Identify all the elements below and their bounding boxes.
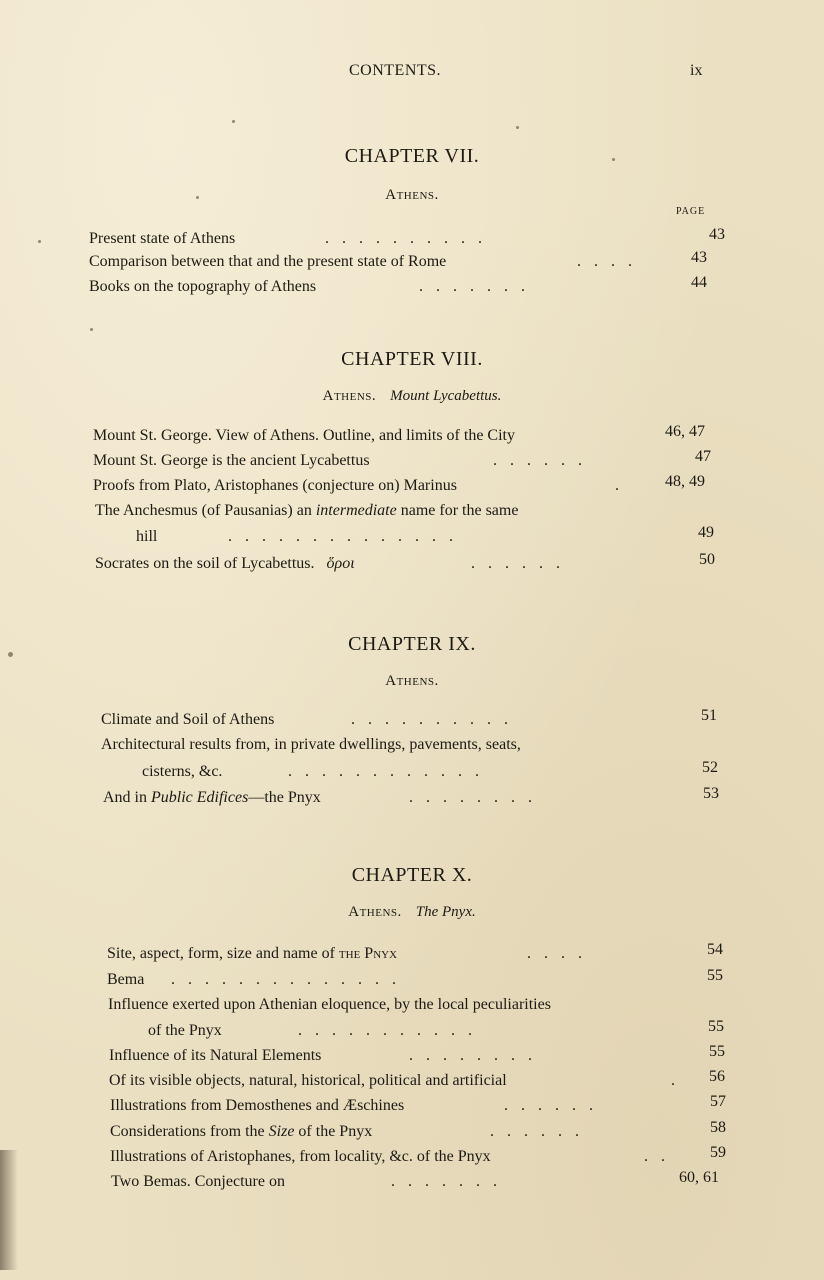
entry-text: Climate and Soil of Athens: [101, 711, 275, 728]
entry-text: Influence of its Natural Elements: [109, 1047, 322, 1064]
toc-entry-continuation: hill .............. 49: [136, 524, 714, 545]
toc-entry: Two Bemas. Conjecture on ....... 60, 61: [111, 1169, 719, 1190]
toc-entry: Proofs from Plato, Aristophanes (conjecture on) Marinus . 48, 49: [93, 473, 705, 494]
chapter-title: CHAPTER VII.: [344, 145, 480, 167]
toc-entry: [95, 501, 518, 521]
entry-text: of the Pnyx: [148, 1022, 222, 1039]
entry-page: 48, 49: [665, 473, 705, 490]
entry-page: 44: [691, 274, 707, 291]
running-head: [0, 62, 824, 84]
toc-entry: And in Public Edifices—the Pnyx ........ 53: [103, 785, 719, 806]
page-edge-shadow: [0, 1150, 18, 1270]
chapter-title: CHAPTER VIII.: [341, 348, 483, 370]
entry-page: 51: [701, 707, 717, 724]
entry-text: Illustrations of Aristophanes, from locality, &c. of the Pnyx: [110, 1148, 491, 1165]
chapter-title: CHAPTER IX.: [348, 633, 476, 655]
entry-text: Proofs from Plato, Aristophanes (conjecture on) Marinus: [93, 477, 457, 494]
chapter-subject-italic: Mount Lycabettus.: [390, 388, 502, 404]
chapter-subject-main: Athens.: [322, 388, 377, 404]
toc-entry: Illustrations from Demosthenes and Æschines ...... 57: [110, 1093, 726, 1114]
toc-entry: Comparison between that and the present state of Rome .... 43: [89, 249, 707, 270]
entry-text: Mount St. George. View of Athens. Outline, and limits of the City: [93, 427, 515, 444]
entry-page: 55: [707, 967, 723, 984]
chapter-subject-italic: The Pnyx.: [415, 904, 476, 920]
entry-page: 43: [691, 249, 707, 266]
entry-page: 58: [710, 1119, 726, 1136]
entry-text: Architectural results from, in private dwellings, pavements, seats,: [101, 736, 521, 753]
entry-page: 52: [702, 759, 718, 776]
toc-entry: Mount St. George is the ancient Lycabettus ...... 47: [93, 448, 711, 469]
entry-page: 46, 47: [665, 423, 705, 440]
chapter-subject: [0, 388, 824, 405]
entry-page: 54: [707, 941, 723, 958]
entry-text: hill: [136, 528, 158, 545]
entry-page: 49: [698, 524, 714, 541]
running-title: CONTENTS.: [349, 62, 442, 79]
toc-entry: Climate and Soil of Athens .......... 51: [101, 707, 717, 728]
toc-entry: Influence of its Natural Elements ........ 55: [109, 1043, 725, 1064]
entry-greek: ὅροι: [326, 555, 355, 572]
chapter-subject: [0, 673, 824, 690]
chapter-subject: [0, 187, 824, 204]
paper-speck: [232, 120, 235, 123]
entry-text: Illustrations from Demosthenes and Æschines: [110, 1097, 405, 1114]
entry-text: Considerations from the Size of the Pnyx: [110, 1123, 373, 1140]
entry-page: 60, 61: [679, 1169, 719, 1186]
toc-entry: Considerations from the Size of the Pnyx ...... 58: [110, 1119, 726, 1140]
entry-page: 53: [703, 785, 719, 802]
paper-speck: [516, 126, 519, 129]
entry-text: Comparison between that and the present state of Rome: [89, 253, 447, 270]
entry-text: And in Public Edifices—the Pnyx: [103, 789, 321, 806]
entry-text: Bema: [107, 971, 145, 988]
toc-entry: [108, 995, 551, 1015]
chapter-title: CHAPTER X.: [351, 864, 473, 886]
entry-page: 50: [699, 551, 715, 568]
entry-page: 59: [710, 1144, 726, 1161]
toc-entry: Present state of Athens .......... 43: [89, 226, 725, 247]
toc-entry: [93, 423, 705, 446]
paper-speck: [38, 240, 41, 243]
chapter-subject-main: Athens.: [385, 673, 439, 689]
toc-entry: Socrates on the soil of Lycabettus. ὅροι ...... 50: [95, 551, 715, 572]
toc-entry: [101, 735, 521, 755]
entry-text: Two Bemas. Conjecture on: [111, 1173, 285, 1190]
entry-text: cisterns, &c.: [142, 763, 223, 780]
toc-entry-continuation: of the Pnyx ........... 55: [148, 1018, 724, 1039]
page-column-label: PAGE: [676, 206, 706, 217]
entry-text: Site, aspect, form, size and name of the Pnyx: [107, 945, 398, 962]
entry-page: 56: [709, 1068, 725, 1085]
entry-text: The Anchesmus (of Pausanias) an intermediate name for the same: [95, 502, 519, 519]
entry-page: 47: [695, 448, 711, 465]
toc-entry: Books on the topography of Athens ....... 44: [89, 274, 707, 295]
toc-entry: Illustrations of Aristophanes, from locality, &c. of the Pnyx .. 59: [110, 1144, 726, 1165]
entry-page: 57: [710, 1093, 726, 1110]
toc-entry: Bema .............. 55: [107, 967, 723, 988]
entry-text: Socrates on the soil of Lycabettus.: [95, 555, 315, 572]
toc-entry: Site, aspect, form, size and name of the Pnyx .... 54: [107, 941, 723, 962]
paper-speck: [90, 328, 93, 331]
entry-text: Mount St. George is the ancient Lycabettus: [93, 452, 370, 469]
chapter-subject: [0, 904, 824, 921]
toc-entry: Of its visible objects, natural, historical, political and artificial . 56: [109, 1068, 725, 1089]
chapter-subject-main: Athens.: [385, 187, 439, 203]
entry-text: Present state of Athens: [89, 230, 236, 247]
entry-text: Books on the topography of Athens: [89, 278, 317, 295]
entry-page: 55: [709, 1043, 725, 1060]
entry-page: 55: [708, 1018, 724, 1035]
page-number: ix: [690, 62, 703, 79]
toc-entry-continuation: cisterns, &c. ............ 52: [142, 759, 718, 780]
entry-text: Of its visible objects, natural, historical, political and artificial: [109, 1072, 507, 1089]
chapter-subject-main: Athens.: [348, 904, 402, 920]
entry-text: Influence exerted upon Athenian eloquence, by the local peculiarities: [108, 996, 551, 1013]
